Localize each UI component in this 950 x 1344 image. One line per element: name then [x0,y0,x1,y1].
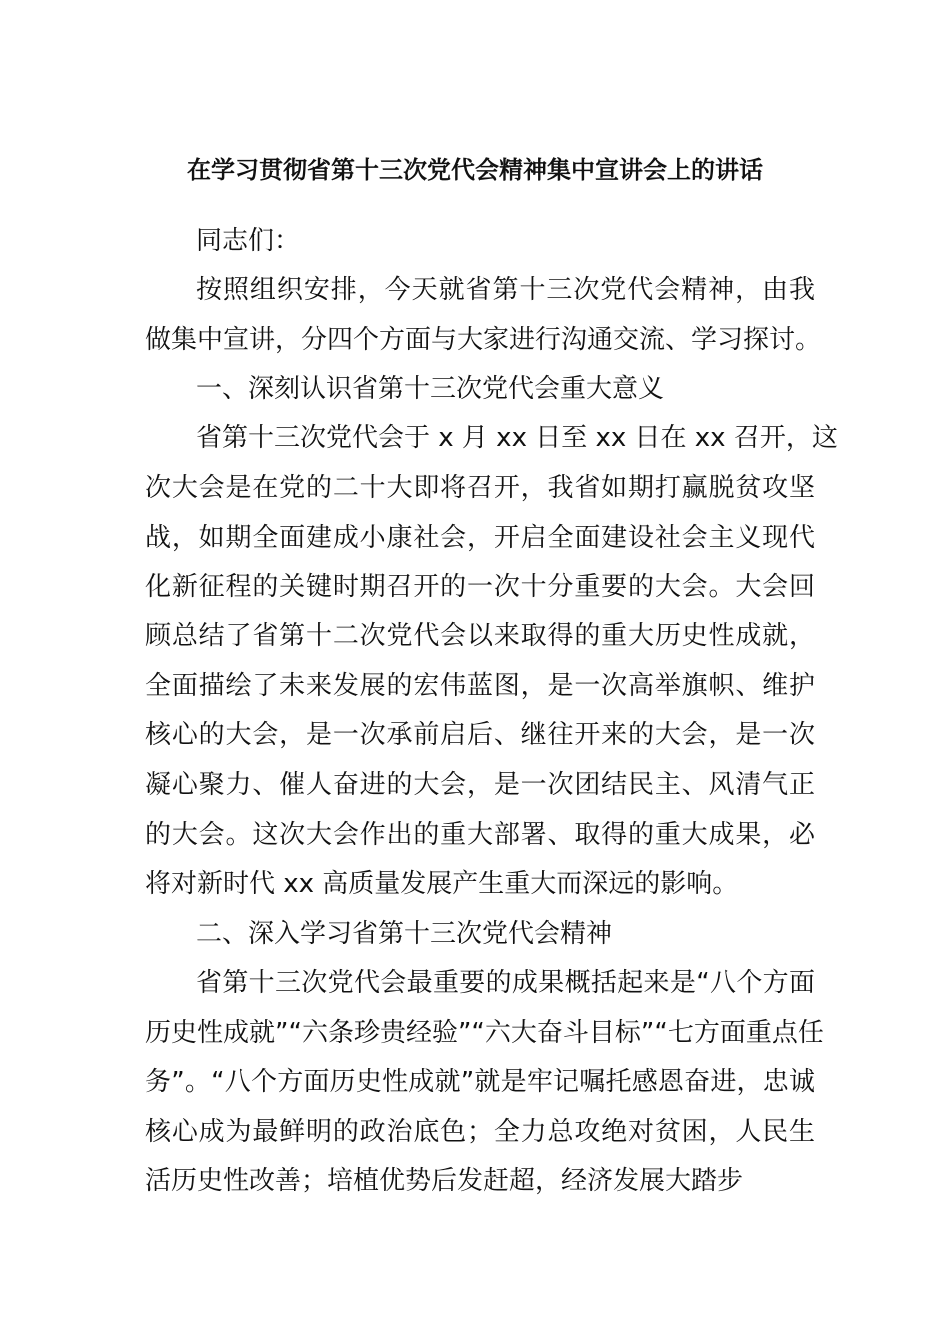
paragraph-line: 次大会是在党的二十大即将召开，我省如期打赢脱贫攻坚 [145,473,815,503]
paragraph-line: 将对新时代 xx 高质量发展产生重大而深远的影响。 [145,869,739,899]
paragraph-line: 核心成为最鲜明的政治底色；全力总攻绝对贫困，人民生 [145,1117,815,1147]
paragraph-line: 历史性成就”“六条珍贵经验”“六大奋斗目标”“七方面重点任 [145,1018,824,1048]
paragraph-line: 化新征程的关键时期召开的一次十分重要的大会。大会回 [145,572,815,602]
paragraph-line: 全面描绘了未来发展的宏伟蓝图，是一次高举旗帜、维护 [145,671,815,701]
paragraph-line: 省第十三次党代会于 x 月 xx 日至 xx 日在 xx 召开，这 [196,423,838,453]
paragraph-line: 核心的大会，是一次承前启后、继往开来的大会，是一次 [145,720,815,750]
paragraph-line: 凝心聚力、催人奋进的大会，是一次团结民主、风清气正 [145,770,815,800]
salutation: 同志们： [196,226,301,256]
paragraph-line: 做集中宣讲，分四个方面与大家进行沟通交流、学习探讨。 [145,325,822,355]
document-title: 在学习贯彻省第十三次党代会精神集中宣讲会上的讲话 [187,156,763,184]
paragraph-line: 省第十三次党代会最重要的成果概括起来是“八个方面 [196,968,815,998]
paragraph-line: 的大会。这次大会作出的重大部署、取得的重大成果，必 [145,820,815,850]
paragraph-line: 战，如期全面建成小康社会，开启全面建设社会主义现代 [145,523,815,553]
paragraph-line: 活历史性改善；培植优势后发赶超，经济发展大踏步 [145,1166,744,1196]
paragraph-line: 顾总结了省第十二次党代会以来取得的重大历史性成就， [145,621,815,651]
section-heading-2: 二、深入学习省第十三次党代会精神 [196,919,613,949]
paragraph-line: 务”。“八个方面历史性成就”就是牢记嘱托感恩奋进，忠诚 [145,1067,815,1097]
section-heading-1: 一、深刻认识省第十三次党代会重大意义 [196,374,665,404]
paragraph-line: 按照组织安排，今天就省第十三次党代会精神，由我 [196,275,815,305]
